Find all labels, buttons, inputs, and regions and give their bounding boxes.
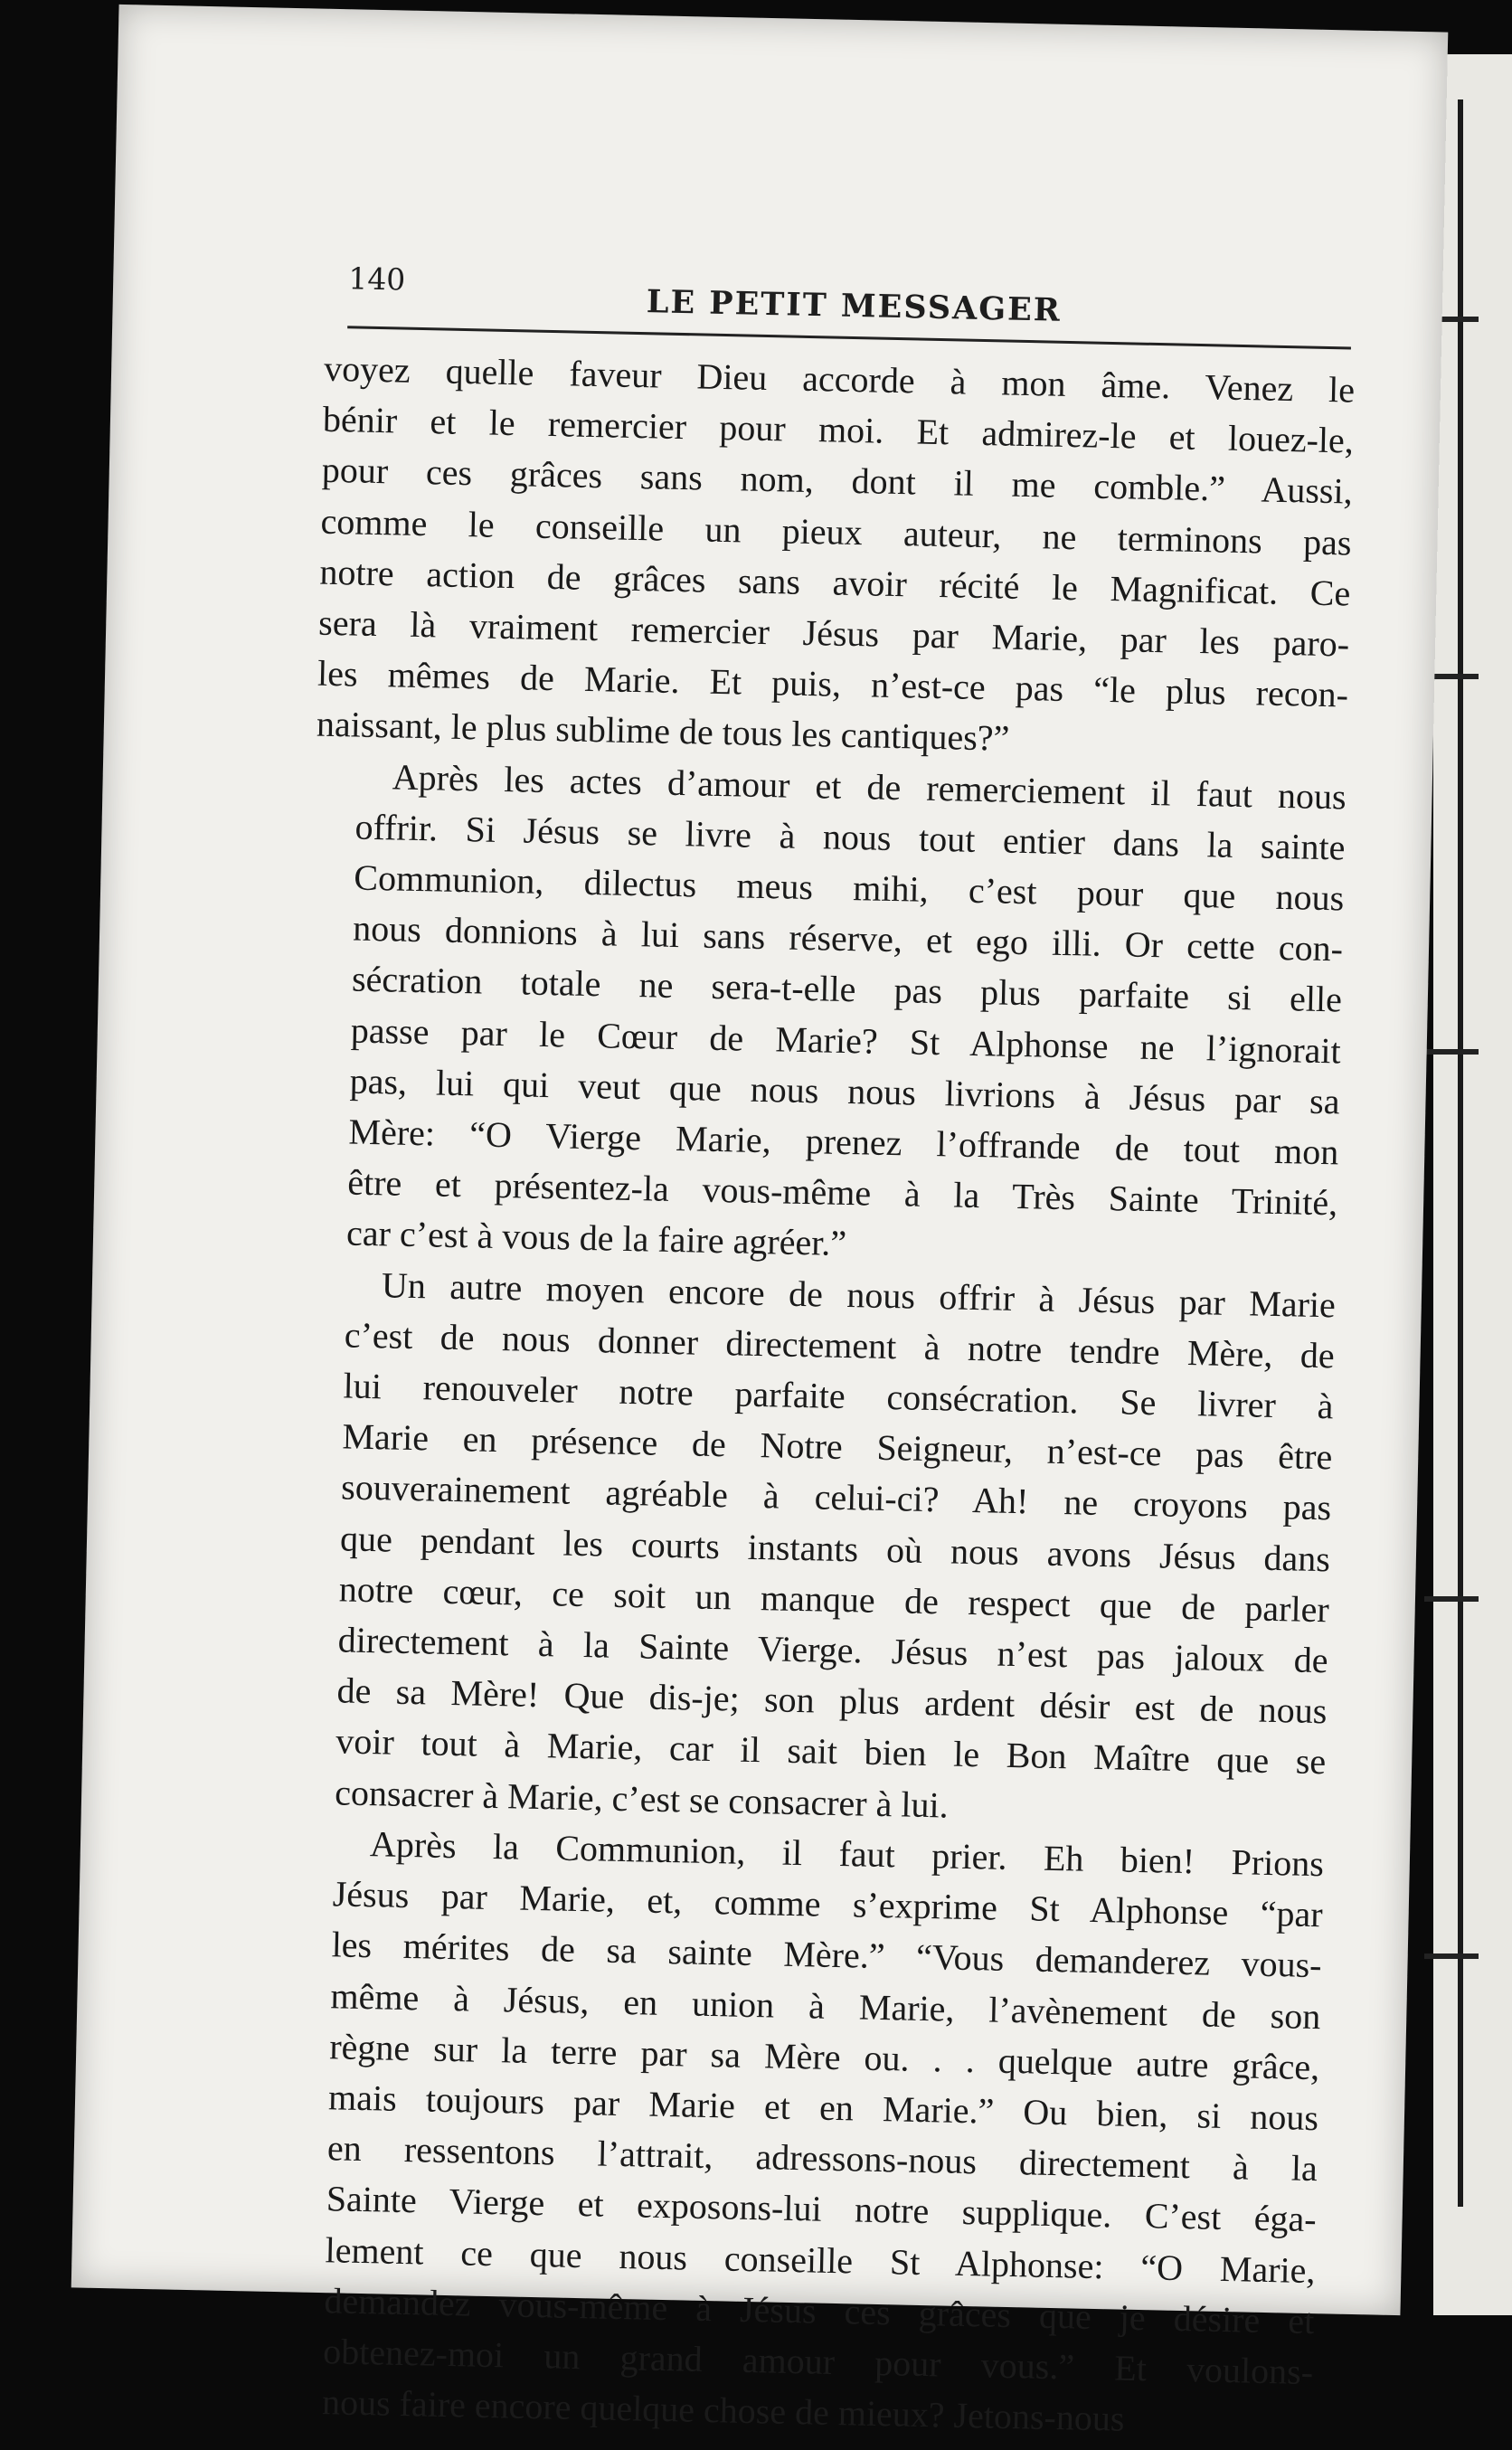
text-line: Un autre moyen encore de nous offrir à Jésus par Marie xyxy=(381,1263,1337,1326)
text-line: sera là vraiment remercier Jésus par Marie, par les paro- xyxy=(317,601,1350,665)
text-line: pas, lui qui veut que nous nous livrions à Jésus par sa xyxy=(349,1060,1340,1122)
text-line: Après la Communion, il faut prier. Eh bien! Prions xyxy=(369,1823,1325,1885)
text-line: les mérites de sa sainte Mère.” “Vous demanderez vous- xyxy=(331,1924,1322,1986)
text-line: Mère: “O Vierge Marie, prenez l’offrande de tout mon xyxy=(348,1111,1339,1173)
text-line: lui renouveler notre parfaite consécration. Se livrer à xyxy=(343,1365,1334,1427)
text-line: directement à la Sainte Vierge. Jésus n’est pas jaloux de xyxy=(337,1619,1329,1681)
text-line: mais toujours par Marie et en Marie.” Ou bien, si nous xyxy=(327,2076,1319,2139)
text-line: nous donnions à lui sans réserve, et ego illi. Or cette con- xyxy=(352,907,1344,970)
running-head: LE PETIT MESSAGER xyxy=(646,283,1063,329)
text-line: même à Jésus, en union à Marie, l’avènement de son xyxy=(330,1974,1321,2037)
paragraph xyxy=(316,344,1355,771)
text-line: de sa Mère! Que dis-je; son plus ardent désir est de nous xyxy=(336,1670,1328,1732)
paragraph xyxy=(306,750,1347,1280)
text-line: offrir. Si Jésus se livre à nous tout entier dans la sainte xyxy=(354,806,1346,868)
text-line: voyez quelle faveur Dieu accorde à mon âme. Venez le xyxy=(323,347,1356,411)
text-line: les mêmes de Marie. Et puis, n’est-ce pas “le plus recon- xyxy=(317,652,1349,715)
text-line: être et présentez-la vous-même à la Très Sainte Trinité, xyxy=(346,1161,1338,1224)
text-line: nous faire encore quelque chose de mieux? Jetons-nous xyxy=(321,2381,1125,2439)
text-line: consacrer à Marie, c’est se consacrer à lui. xyxy=(334,1772,950,1826)
text-line: Sainte Vierge et exposons-lui notre supplique. C’est éga- xyxy=(326,2178,1318,2240)
text-line: comme le conseille un pieux auteur, ne terminons pas xyxy=(320,500,1352,563)
text-line: règne sur la terre par sa Mère ou. . . quelque autre grâce, xyxy=(328,2025,1320,2087)
text-line: Marie en présence de Notre Seigneur, n’est-ce pas être xyxy=(342,1415,1333,1478)
text-line: pour ces grâces sans nom, dont il me comble.” Aussi, xyxy=(321,449,1354,512)
text-line: souverainement agréable à celui-ci? Ah! ne croyons pas xyxy=(340,1466,1332,1528)
text-line: sécration totale ne sera-t-elle pas plus parfaite si elle xyxy=(351,958,1343,1020)
text-line: obtenez-moi un grand amour pour vous.” Et voulons- xyxy=(322,2331,1314,2393)
text-line: voir tout à Marie, car il sait bien le Bon Maître que se xyxy=(335,1720,1327,1783)
text-line: naissant, le plus sublime de tous les cantiques?” xyxy=(316,704,1010,760)
binding-spine xyxy=(1458,99,1463,2207)
text-line: passe par le Cœur de Marie? St Alphonse ne l’ignorait xyxy=(350,1009,1342,1072)
text-line: c’est de nous donner directement à notre tendre Mère, de xyxy=(344,1314,1336,1376)
text-line: Communion, dilectus meus mihi, c’est pour que nous xyxy=(353,856,1345,919)
text-line: notre cœur, ce soit un manque de respect que de parler xyxy=(338,1568,1330,1631)
text-line: car c’est à vous de la faire agréer.” xyxy=(345,1212,847,1264)
text-line: en ressentons l’attrait, adressons-nous directement à la xyxy=(326,2127,1318,2190)
text-line: bénir et le remercier pour moi. Et admirez-le et louez-le, xyxy=(322,398,1355,461)
text-line: que pendant les courts instants où nous avons Jésus dans xyxy=(339,1518,1331,1579)
paragraph xyxy=(294,1258,1337,1839)
text-line: notre action de grâces sans avoir récité le Magnificat. Ce xyxy=(319,551,1351,614)
binding-stitch xyxy=(1424,1049,1479,1055)
page-number: 140 xyxy=(347,260,406,298)
text-line: lement ce que nous conseille St Alphonse: “O Marie, xyxy=(325,2228,1316,2291)
body-text xyxy=(281,344,1356,2449)
text-line: Jésus par Marie, et, comme s’exprime St Alphonse “par xyxy=(332,1873,1324,1935)
book-page xyxy=(71,5,1449,2439)
binding-stitch xyxy=(1424,1953,1479,1959)
page-header xyxy=(347,244,1353,349)
text-line: demandez vous-même à Jésus ces grâces que je désire et xyxy=(324,2279,1315,2341)
text-line: Après les actes d’amour et de remerciement il faut nous xyxy=(392,756,1347,818)
facing-page-edge xyxy=(1433,54,1512,2315)
paragraph xyxy=(281,1817,1325,2448)
binding-stitch xyxy=(1424,1596,1479,1602)
